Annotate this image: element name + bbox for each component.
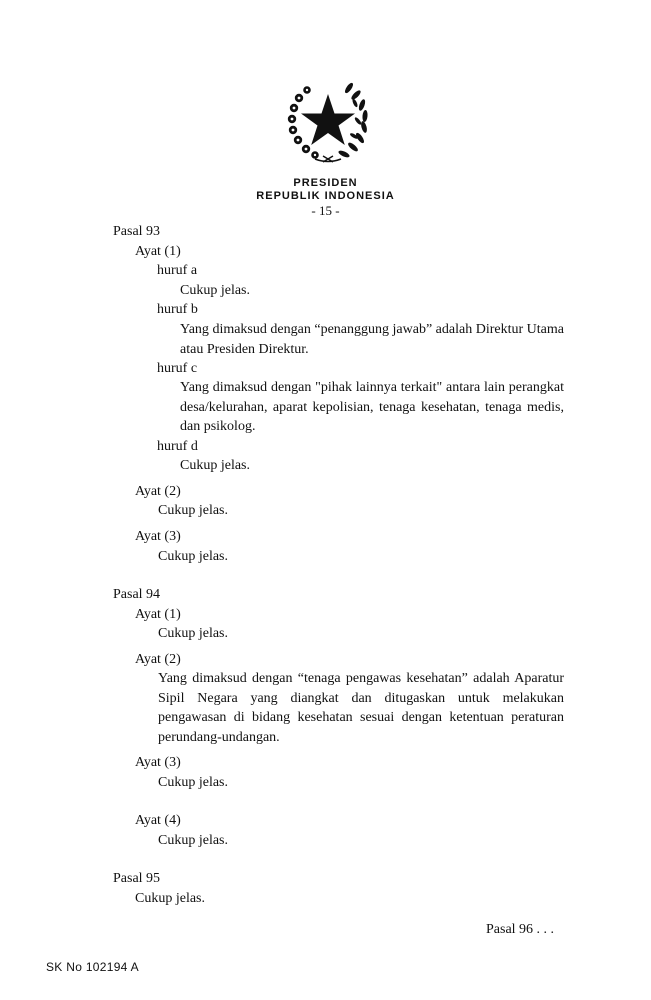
huruf-c-text: Yang dimaksud dengan "pihak lainnya terkait" antara lain perangkat desa/kelurahan, aparat kepolisian, tenaga kesehatan, tenaga medis, dan psikolog. [180,380,564,434]
document-footer-code: SK No 102194 A [46,960,139,974]
presidential-emblem-icon [285,76,371,166]
pasal-94-ayat-4-text: Cukup jelas. [158,833,228,848]
header-title: PRESIDEN [293,177,358,189]
pasal-94-ayat-3-label: Ayat (3) [135,755,181,770]
huruf-d-text: Cukup jelas. [180,458,250,473]
pasal-94-heading: Pasal 94 [113,587,161,602]
pasal-94-ayat-2-label: Ayat (2) [135,652,181,667]
huruf-a-label: huruf a [157,263,198,278]
pasal-93-ayat-2-text: Cukup jelas. [158,503,228,518]
pasal-93-ayat-3-text: Cukup jelas. [158,549,228,564]
pasal-94-ayat-4-label: Ayat (4) [135,813,181,828]
page-number: - 15 - [311,203,340,218]
pasal-95-heading: Pasal 95 [113,871,161,886]
next-page-reference: Pasal 96 . . . [486,922,555,937]
pasal-94-ayat-3-text: Cukup jelas. [158,775,228,790]
pasal-93-ayat-3-label: Ayat (3) [135,529,181,544]
huruf-c-label: huruf c [157,361,198,376]
huruf-b-label: huruf b [157,302,198,317]
pasal-93-heading: Pasal 93 [113,224,161,239]
huruf-d-label: huruf d [157,439,198,454]
pasal-93-ayat-1-label: Ayat (1) [135,244,181,259]
pasal-94-ayat-2-text: Yang dimaksud dengan “tenaga pengawas kesehatan” adalah Aparatur Sipil Negara yang diangkat dan ditugaskan untuk melakukan pengawasan di bidang kesehatan sesuai dengan ketentuan peraturan perundang-undangan. [158,671,564,745]
huruf-a-text: Cukup jelas. [180,283,250,298]
pasal-95-text: Cukup jelas. [135,891,205,906]
pasal-93-ayat-2-label: Ayat (2) [135,484,181,499]
header-subtitle: REPUBLIK INDONESIA [256,190,395,202]
pasal-94-ayat-1-text: Cukup jelas. [158,626,228,641]
pasal-94-ayat-1-label: Ayat (1) [135,607,181,622]
huruf-b-text: Yang dimaksud dengan “penanggung jawab” adalah Direktur Utama atau Presiden Direktur. [180,322,564,357]
